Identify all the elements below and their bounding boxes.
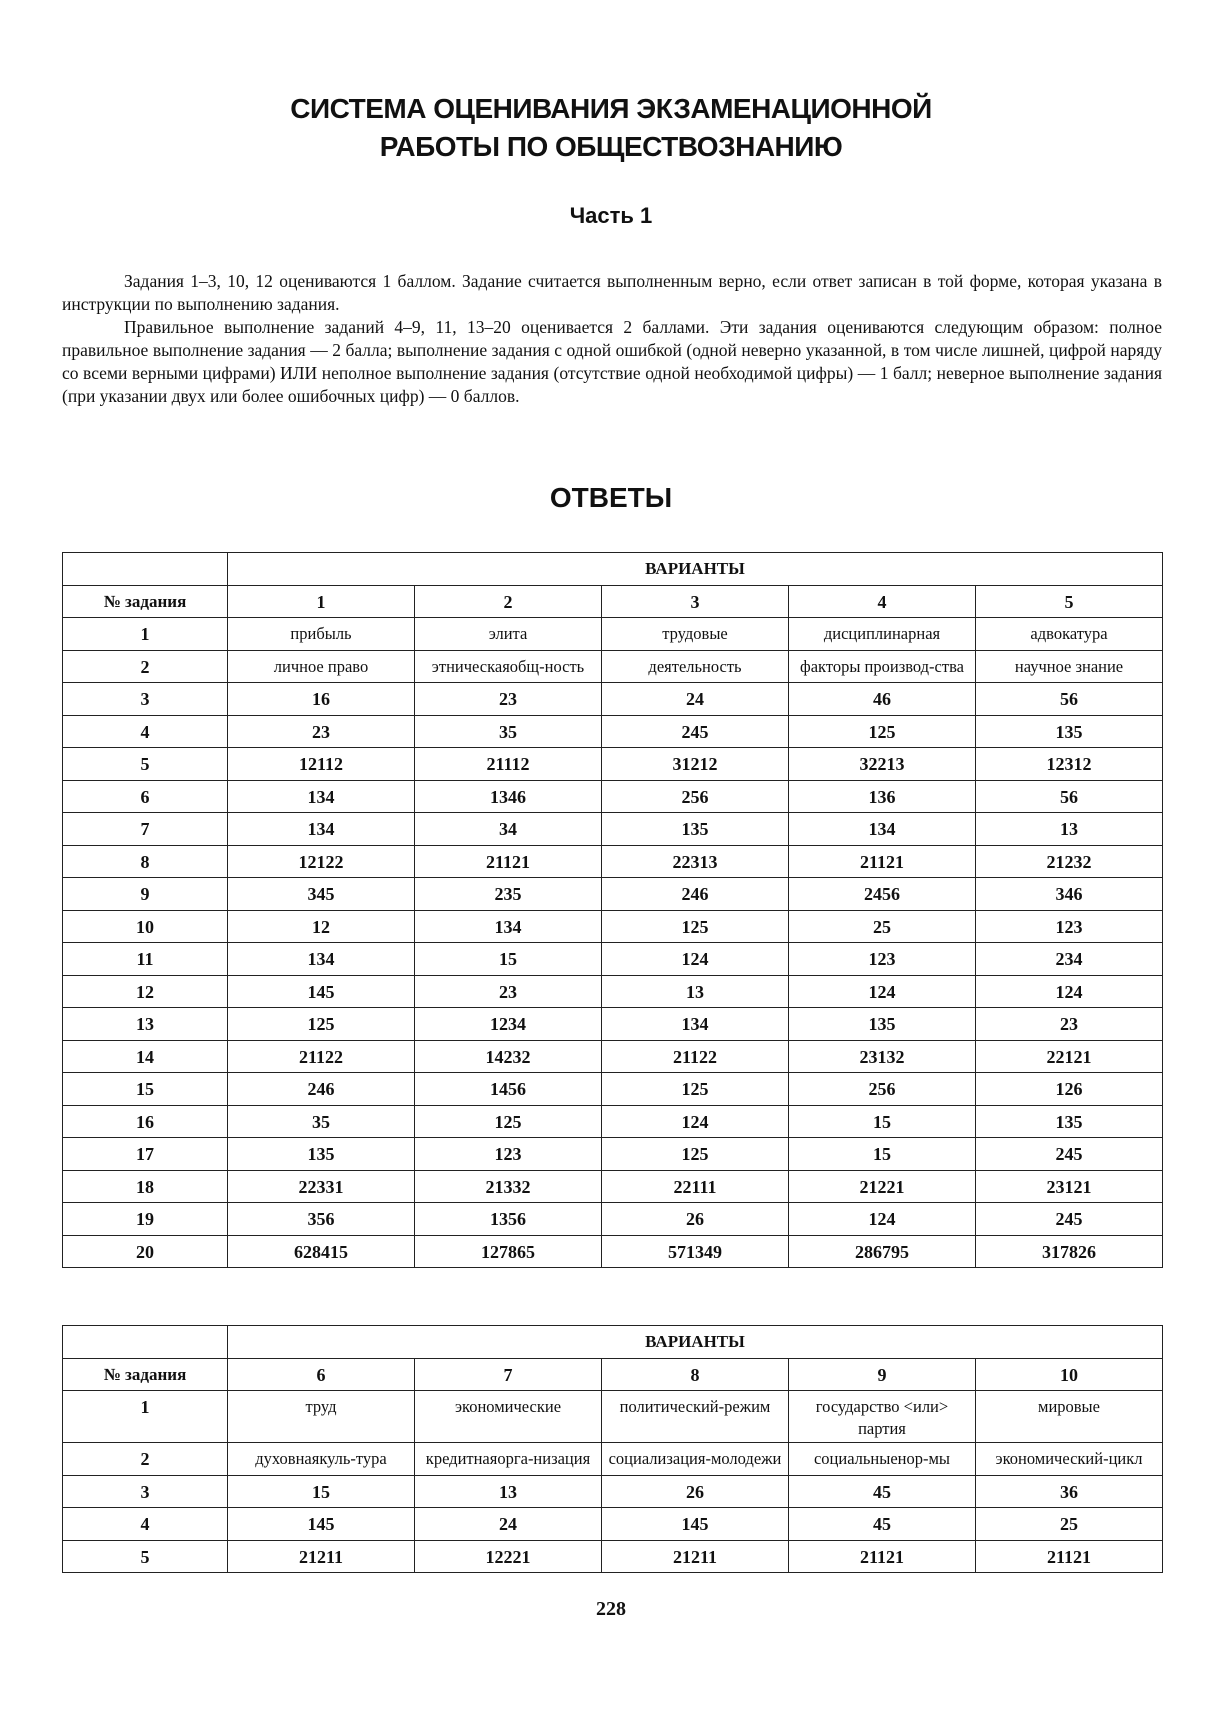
answer-cell: 2456 bbox=[789, 878, 976, 911]
variant-number: 10 bbox=[976, 1358, 1163, 1391]
task-number: 4 bbox=[63, 1508, 228, 1541]
title-line-1: СИСТЕМА ОЦЕНИВАНИЯ ЭКЗАМЕНАЦИОННОЙ bbox=[290, 93, 932, 124]
table-row bbox=[63, 1508, 1163, 1541]
task-number: 18 bbox=[63, 1170, 228, 1203]
task-number: 4 bbox=[63, 715, 228, 748]
table-row bbox=[63, 1391, 1163, 1443]
task-number: 2 bbox=[63, 650, 228, 683]
answer-cell: 26 bbox=[602, 1475, 789, 1508]
answer-cell: элита bbox=[415, 618, 602, 651]
answer-cell: прибыль bbox=[228, 618, 415, 651]
answer-cell: 34 bbox=[415, 813, 602, 846]
task-number: 5 bbox=[63, 748, 228, 781]
answer-cell: государство <или> партия bbox=[789, 1391, 976, 1443]
table-row bbox=[63, 1443, 1163, 1476]
task-column-label: № задания bbox=[63, 585, 228, 618]
task-number: 14 bbox=[63, 1040, 228, 1073]
answer-cell: экономические bbox=[415, 1391, 602, 1443]
variant-number: 7 bbox=[415, 1358, 602, 1391]
answer-cell: 16 bbox=[228, 683, 415, 716]
variant-number: 3 bbox=[602, 585, 789, 618]
answer-cell: 21121 bbox=[789, 1540, 976, 1573]
answer-cell: 56 bbox=[976, 683, 1163, 716]
answer-cell: 25 bbox=[789, 910, 976, 943]
table-row bbox=[63, 1040, 1163, 1073]
table-row bbox=[63, 1008, 1163, 1041]
answer-cell: 127865 bbox=[415, 1235, 602, 1268]
table-row bbox=[63, 975, 1163, 1008]
answer-cell: 256 bbox=[789, 1073, 976, 1106]
table-row bbox=[63, 650, 1163, 683]
answer-cell: 1346 bbox=[415, 780, 602, 813]
answer-cell: 256 bbox=[602, 780, 789, 813]
answer-cell: 21211 bbox=[228, 1540, 415, 1573]
answer-cell: 136 bbox=[789, 780, 976, 813]
answer-cell: 346 bbox=[976, 878, 1163, 911]
answer-cell: 46 bbox=[789, 683, 976, 716]
task-number: 5 bbox=[63, 1540, 228, 1573]
answer-cell: 21332 bbox=[415, 1170, 602, 1203]
answer-cell: 1356 bbox=[415, 1203, 602, 1236]
answer-cell: этническаяобщ-ность bbox=[415, 650, 602, 683]
variant-number: 6 bbox=[228, 1358, 415, 1391]
answers-table-variants-1-5 bbox=[62, 552, 1163, 1268]
answer-cell: 125 bbox=[789, 715, 976, 748]
answer-cell: 124 bbox=[789, 975, 976, 1008]
table-row bbox=[63, 1170, 1163, 1203]
answers-table-variants-6-10 bbox=[62, 1325, 1163, 1573]
answer-cell: 45 bbox=[789, 1508, 976, 1541]
answer-cell: научное знание bbox=[976, 650, 1163, 683]
task-number: 10 bbox=[63, 910, 228, 943]
answer-cell: духовнаякуль-тура bbox=[228, 1443, 415, 1476]
answer-cell: трудовые bbox=[602, 618, 789, 651]
task-number: 3 bbox=[63, 1475, 228, 1508]
answer-cell: 21122 bbox=[228, 1040, 415, 1073]
task-number: 9 bbox=[63, 878, 228, 911]
answer-cell: 125 bbox=[228, 1008, 415, 1041]
page-number: 228 bbox=[596, 1598, 626, 1620]
task-number: 17 bbox=[63, 1138, 228, 1171]
answer-cell: 134 bbox=[415, 910, 602, 943]
answer-cell: адвокатура bbox=[976, 618, 1163, 651]
answer-cell: 246 bbox=[228, 1073, 415, 1106]
answer-cell: кредитнаяорга-низация bbox=[415, 1443, 602, 1476]
answer-cell: 317826 bbox=[976, 1235, 1163, 1268]
task-number: 7 bbox=[63, 813, 228, 846]
answer-cell: 145 bbox=[228, 975, 415, 1008]
answer-cell: 32213 bbox=[789, 748, 976, 781]
answer-cell: 21121 bbox=[789, 845, 976, 878]
answer-cell: 571349 bbox=[602, 1235, 789, 1268]
answer-cell: 125 bbox=[415, 1105, 602, 1138]
task-column-label: № задания bbox=[63, 1358, 228, 1391]
answer-cell: 13 bbox=[415, 1475, 602, 1508]
table-row bbox=[63, 1540, 1163, 1573]
answer-cell: 21221 bbox=[789, 1170, 976, 1203]
answer-cell: факторы производ-ства bbox=[789, 650, 976, 683]
answer-cell: 23 bbox=[415, 683, 602, 716]
variant-numbers-row bbox=[63, 585, 1163, 618]
variant-numbers-row bbox=[63, 1358, 1163, 1391]
task-number: 20 bbox=[63, 1235, 228, 1268]
variants-label: ВАРИАНТЫ bbox=[228, 553, 1163, 586]
table-row bbox=[63, 748, 1163, 781]
answer-cell: 24 bbox=[602, 683, 789, 716]
answer-cell: мировые bbox=[976, 1391, 1163, 1443]
answer-cell: 246 bbox=[602, 878, 789, 911]
answer-cell: социальныенор-мы bbox=[789, 1443, 976, 1476]
answers-heading: ОТВЕТЫ bbox=[549, 482, 673, 513]
answer-cell: 356 bbox=[228, 1203, 415, 1236]
intro-paragraph-2: Правильное выполнение заданий 4–9, 11, 13–20 оценивается 2 баллами. Эти задания оцениваются следующим образом: полное правильное выполнение задания — 2 балла; выполнение задания с одной ошибкой (одной неверно указанной, в том числе лишней, цифрой наряду со всеми верными цифрами) ИЛИ неполное выполнение задания (отсутствие одной необходимой цифры) — 1 балл; неверное выполнение задания (при указании двух или более ошибочных цифр) — 0 баллов. bbox=[62, 317, 1162, 406]
task-number: 19 bbox=[63, 1203, 228, 1236]
answer-cell: 13 bbox=[602, 975, 789, 1008]
answer-cell: 135 bbox=[976, 715, 1163, 748]
table-row bbox=[63, 1475, 1163, 1508]
table-row bbox=[63, 1235, 1163, 1268]
answer-cell: 15 bbox=[228, 1475, 415, 1508]
table-body bbox=[63, 553, 1163, 1268]
variant-number: 4 bbox=[789, 585, 976, 618]
answer-cell: 12312 bbox=[976, 748, 1163, 781]
answer-cell: труд bbox=[228, 1391, 415, 1443]
task-number: 6 bbox=[63, 780, 228, 813]
answer-cell: 123 bbox=[789, 943, 976, 976]
table-row bbox=[63, 683, 1163, 716]
answer-cell: 125 bbox=[602, 1073, 789, 1106]
variant-number: 1 bbox=[228, 585, 415, 618]
table-row bbox=[63, 1203, 1163, 1236]
answer-cell: 134 bbox=[228, 813, 415, 846]
intro-paragraph-1: Задания 1–3, 10, 12 оцениваются 1 баллом. Задание считается выполненным верно, если ответ записан в той форме, которая указана в инструкции по выполнению задания. bbox=[62, 271, 1162, 314]
task-number: 8 bbox=[63, 845, 228, 878]
part-heading: Часть 1 bbox=[569, 203, 653, 228]
answer-cell: 25 bbox=[976, 1508, 1163, 1541]
variants-header-row bbox=[63, 1326, 1163, 1359]
empty-corner-cell bbox=[63, 1326, 228, 1359]
variants-label: ВАРИАНТЫ bbox=[228, 1326, 1163, 1359]
table-row bbox=[63, 943, 1163, 976]
table-row bbox=[63, 878, 1163, 911]
answer-cell: личное право bbox=[228, 650, 415, 683]
answer-cell: 14232 bbox=[415, 1040, 602, 1073]
answer-cell: 286795 bbox=[789, 1235, 976, 1268]
table-row bbox=[63, 845, 1163, 878]
answer-cell: 628415 bbox=[228, 1235, 415, 1268]
answer-cell: 21122 bbox=[602, 1040, 789, 1073]
answer-cell: 12221 bbox=[415, 1540, 602, 1573]
answer-cell: 15 bbox=[789, 1105, 976, 1138]
answer-cell: 135 bbox=[976, 1105, 1163, 1138]
answer-cell: 135 bbox=[228, 1138, 415, 1171]
table-row bbox=[63, 618, 1163, 651]
answer-cell: 125 bbox=[602, 1138, 789, 1171]
answer-cell: 22121 bbox=[976, 1040, 1163, 1073]
variant-number: 9 bbox=[789, 1358, 976, 1391]
empty-corner-cell bbox=[63, 553, 228, 586]
answer-cell: деятельность bbox=[602, 650, 789, 683]
answer-cell: 135 bbox=[602, 813, 789, 846]
answer-cell: 12122 bbox=[228, 845, 415, 878]
table-body bbox=[63, 1326, 1163, 1573]
answer-cell: 12112 bbox=[228, 748, 415, 781]
table-row bbox=[63, 780, 1163, 813]
variant-number: 8 bbox=[602, 1358, 789, 1391]
answer-cell: 21211 bbox=[602, 1540, 789, 1573]
scoring-instructions bbox=[62, 270, 1162, 408]
answer-cell: 13 bbox=[976, 813, 1163, 846]
answer-cell: 245 bbox=[602, 715, 789, 748]
answer-cell: 234 bbox=[976, 943, 1163, 976]
answer-cell: 23 bbox=[415, 975, 602, 1008]
answer-cell: экономический-цикл bbox=[976, 1443, 1163, 1476]
answer-cell: 31212 bbox=[602, 748, 789, 781]
task-number: 2 bbox=[63, 1443, 228, 1476]
answer-cell: 145 bbox=[228, 1508, 415, 1541]
task-number: 12 bbox=[63, 975, 228, 1008]
answer-cell: 26 bbox=[602, 1203, 789, 1236]
answer-cell: 134 bbox=[228, 943, 415, 976]
answer-cell: 1234 bbox=[415, 1008, 602, 1041]
task-number: 11 bbox=[63, 943, 228, 976]
answer-cell: 21121 bbox=[976, 1540, 1163, 1573]
answer-cell: 1456 bbox=[415, 1073, 602, 1106]
answer-cell: 12 bbox=[228, 910, 415, 943]
answer-cell: дисциплинарная bbox=[789, 618, 976, 651]
answer-cell: 145 bbox=[602, 1508, 789, 1541]
answer-cell: 23132 bbox=[789, 1040, 976, 1073]
answer-cell: 123 bbox=[415, 1138, 602, 1171]
answer-cell: 134 bbox=[228, 780, 415, 813]
answer-cell: 15 bbox=[789, 1138, 976, 1171]
answer-cell: 21121 bbox=[415, 845, 602, 878]
answer-cell: 135 bbox=[789, 1008, 976, 1041]
answer-cell: 35 bbox=[415, 715, 602, 748]
answer-cell: 56 bbox=[976, 780, 1163, 813]
answer-cell: 21112 bbox=[415, 748, 602, 781]
task-number: 1 bbox=[63, 1391, 228, 1443]
answer-cell: 245 bbox=[976, 1203, 1163, 1236]
answer-cell: 134 bbox=[789, 813, 976, 846]
answer-cell: 23121 bbox=[976, 1170, 1163, 1203]
table-row bbox=[63, 715, 1163, 748]
table-row bbox=[63, 910, 1163, 943]
variant-number: 2 bbox=[415, 585, 602, 618]
answer-cell: 22313 bbox=[602, 845, 789, 878]
table-row bbox=[63, 1073, 1163, 1106]
task-number: 16 bbox=[63, 1105, 228, 1138]
answer-cell: политический-режим bbox=[602, 1391, 789, 1443]
task-number: 13 bbox=[63, 1008, 228, 1041]
answer-cell: 124 bbox=[602, 1105, 789, 1138]
answer-cell: 23 bbox=[976, 1008, 1163, 1041]
variant-number: 5 bbox=[976, 585, 1163, 618]
answer-cell: 123 bbox=[976, 910, 1163, 943]
task-number: 3 bbox=[63, 683, 228, 716]
answer-cell: 124 bbox=[602, 943, 789, 976]
answer-cell: 245 bbox=[976, 1138, 1163, 1171]
answer-cell: 36 bbox=[976, 1475, 1163, 1508]
answer-cell: 125 bbox=[602, 910, 789, 943]
answer-cell: социализация-молодежи bbox=[602, 1443, 789, 1476]
table-row bbox=[63, 1138, 1163, 1171]
answer-cell: 124 bbox=[789, 1203, 976, 1236]
answer-cell: 45 bbox=[789, 1475, 976, 1508]
answer-cell: 126 bbox=[976, 1073, 1163, 1106]
document-title bbox=[0, 90, 1222, 166]
variants-header-row bbox=[63, 553, 1163, 586]
answer-cell: 23 bbox=[228, 715, 415, 748]
answer-cell: 15 bbox=[415, 943, 602, 976]
answer-cell: 235 bbox=[415, 878, 602, 911]
answer-cell: 22111 bbox=[602, 1170, 789, 1203]
task-number: 15 bbox=[63, 1073, 228, 1106]
table-row bbox=[63, 1105, 1163, 1138]
answer-cell: 24 bbox=[415, 1508, 602, 1541]
answer-cell: 345 bbox=[228, 878, 415, 911]
answer-cell: 134 bbox=[602, 1008, 789, 1041]
task-number: 1 bbox=[63, 618, 228, 651]
answer-cell: 35 bbox=[228, 1105, 415, 1138]
table-row bbox=[63, 813, 1163, 846]
title-line-2: РАБОТЫ ПО ОБЩЕСТВОЗНАНИЮ bbox=[379, 131, 843, 162]
answer-cell: 124 bbox=[976, 975, 1163, 1008]
answer-cell: 21232 bbox=[976, 845, 1163, 878]
answer-cell: 22331 bbox=[228, 1170, 415, 1203]
